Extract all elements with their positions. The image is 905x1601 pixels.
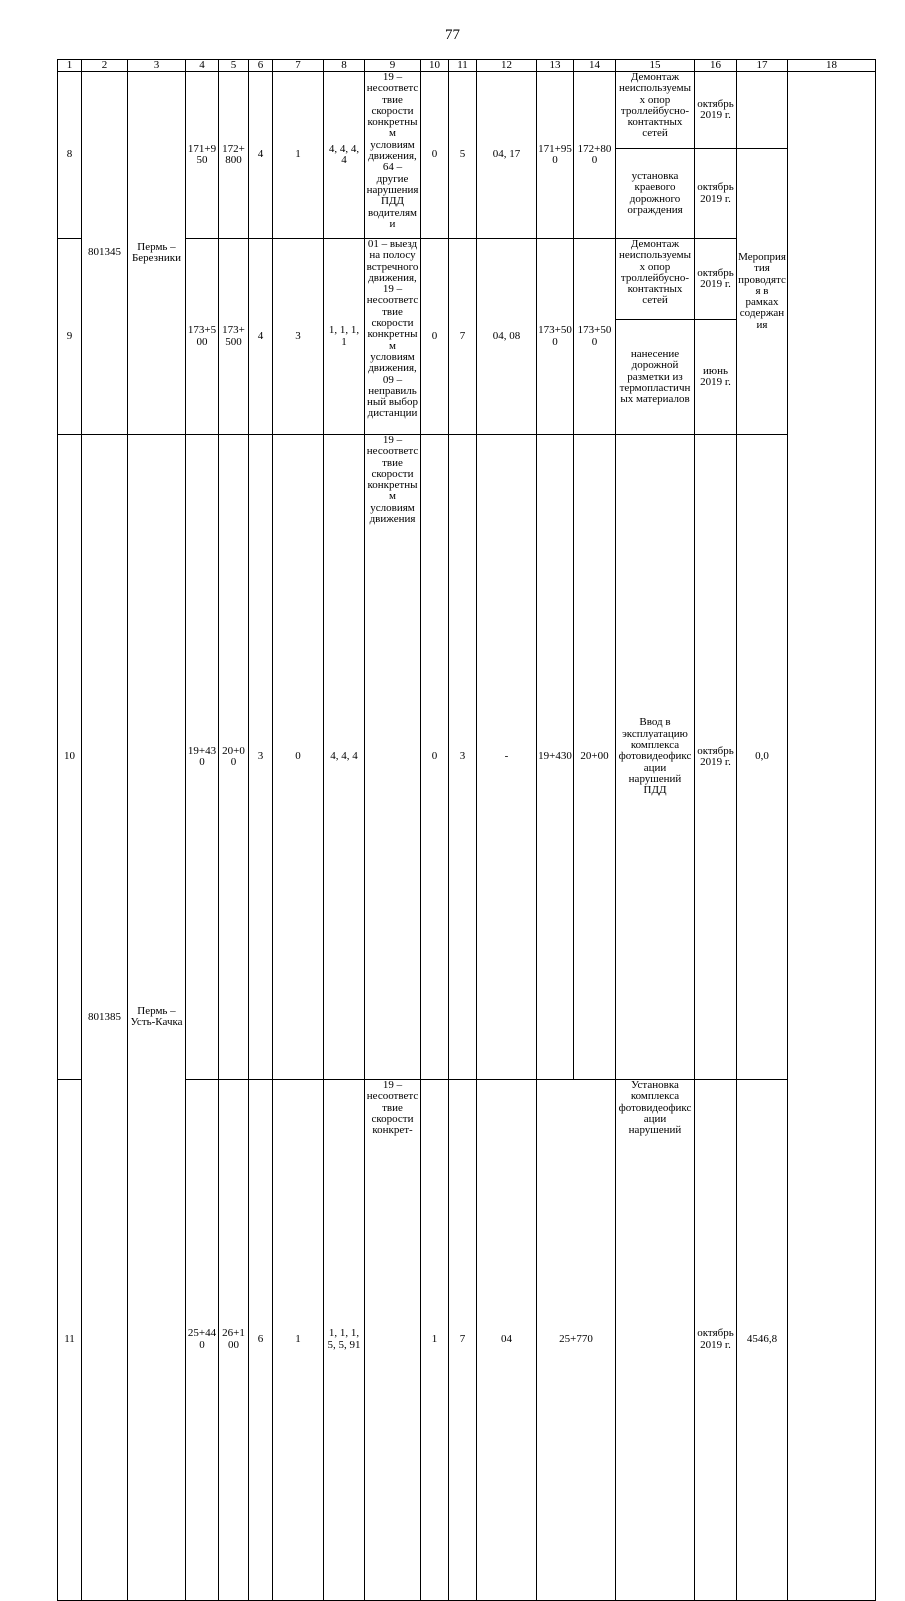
note [788, 72, 876, 1601]
km-end: 172+800 [219, 72, 249, 239]
measure-deadline: октябрь 2019 г. [695, 149, 737, 239]
row-number: 8 [58, 72, 82, 239]
measure-deadline: октябрь 2019 г. [695, 72, 737, 149]
violation-types: 19 – несоответствие скорости конкрет- [365, 1079, 421, 1600]
killed-count: 1 [273, 1079, 324, 1600]
row-number: 9 [58, 239, 82, 435]
col12-value: 04, 17 [477, 72, 537, 239]
table-row [58, 435, 876, 1080]
page-number: 77 [445, 27, 460, 43]
row-number: 11 [58, 1079, 82, 1600]
table-row [58, 72, 876, 149]
road-name: Пермь – Березники [128, 72, 186, 435]
accident-codes: 1, 1, 1, 5, 5, 91 [324, 1079, 365, 1600]
km-start: 171+950 [186, 72, 219, 239]
measure-km-start: 173+500 [537, 239, 574, 435]
measure-description: Демонтаж неиспользуемых опор троллейбусно-контактных сетей [616, 239, 695, 320]
col-header: 5 [219, 60, 249, 72]
col-header: 7 [273, 60, 324, 72]
col-header: 1 [58, 60, 82, 72]
violation-types: 19 – несоответствие скорости конкретным условиям движения, 64 – другие нарушения ПДД водителями [365, 72, 421, 239]
road-code: 801385 [82, 435, 128, 1601]
killed-count: 3 [273, 239, 324, 435]
col12-value: 04, 08 [477, 239, 537, 435]
col-header: 6 [249, 60, 273, 72]
road-code: 801345 [82, 72, 128, 435]
accidents-count: 3 [249, 435, 273, 1080]
km-start: 19+430 [186, 435, 219, 1080]
cost-note: Мероприятия проводятся в рамках содержания [737, 149, 788, 435]
accident-codes: 4, 4, 4, 4 [324, 72, 365, 239]
col11-value: 5 [449, 72, 477, 239]
cost-value: 4546,8 [737, 1079, 788, 1600]
measure-km-end: 173+500 [574, 239, 616, 435]
col10-value: 0 [421, 72, 449, 239]
row-number: 10 [58, 435, 82, 1080]
measure-deadline: октябрь 2019 г. [695, 1079, 737, 1600]
col-header: 14 [574, 60, 616, 72]
measures-table [57, 59, 876, 1601]
violation-types: 19 – несоответствие скорости конкретным условиям движения [365, 435, 421, 1080]
measure-description: Ввод в эксплуатацию комплекса фотовидеофиксации нарушений ПДД [616, 435, 695, 1080]
measure-deadline: октябрь 2019 г. [695, 435, 737, 1080]
col-header: 8 [324, 60, 365, 72]
violation-types: 01 – выезд на полосу встречного движения, 19 – несоответствие скорости конкретным условиям движения, 09 – неправильный выбор дистанции [365, 239, 421, 435]
col-header: 18 [788, 60, 876, 72]
col-header: 11 [449, 60, 477, 72]
measure-km-start: 171+950 [537, 72, 574, 239]
accidents-count: 4 [249, 72, 273, 239]
measure-description: Установка комплекса фотовидеофиксации нарушений [616, 1079, 695, 1600]
col10-value: 0 [421, 239, 449, 435]
col-header: 13 [537, 60, 574, 72]
measure-deadline: октябрь 2019 г. [695, 239, 737, 320]
header-row [58, 60, 876, 72]
killed-count: 0 [273, 435, 324, 1080]
col-header: 16 [695, 60, 737, 72]
measure-km-end: 20+00 [574, 435, 616, 1080]
measure-deadline: июнь 2019 г. [695, 320, 737, 435]
accident-codes: 4, 4, 4 [324, 435, 365, 1080]
col11-value: 3 [449, 435, 477, 1080]
cost-value [737, 72, 788, 149]
cost-value: 0,0 [737, 435, 788, 1080]
measure-description: установка краевого дорожного ограждения [616, 149, 695, 239]
km-start: 173+500 [186, 239, 219, 435]
km-end: 20+00 [219, 435, 249, 1080]
col-header: 9 [365, 60, 421, 72]
km-end: 173+500 [219, 239, 249, 435]
accidents-count: 6 [249, 1079, 273, 1600]
col-header: 4 [186, 60, 219, 72]
km-start: 25+440 [186, 1079, 219, 1600]
col-header: 2 [82, 60, 128, 72]
measure-km: 25+770 [537, 1079, 616, 1600]
col10-value: 0 [421, 435, 449, 1080]
col-header: 12 [477, 60, 537, 72]
accident-codes: 1, 1, 1, 1 [324, 239, 365, 435]
col-header: 15 [616, 60, 695, 72]
col12-value: - [477, 435, 537, 1080]
accidents-count: 4 [249, 239, 273, 435]
col11-value: 7 [449, 1079, 477, 1600]
measure-km-end: 172+800 [574, 72, 616, 239]
measure-description: Демонтаж неиспользуемых опор троллейбусно-контактных сетей [616, 72, 695, 149]
col11-value: 7 [449, 239, 477, 435]
col-header: 17 [737, 60, 788, 72]
col-header: 10 [421, 60, 449, 72]
col-header: 3 [128, 60, 186, 72]
road-name: Пермь – Усть-Качка [128, 435, 186, 1601]
km-end: 26+100 [219, 1079, 249, 1600]
col12-value: 04 [477, 1079, 537, 1600]
measure-km-start: 19+430 [537, 435, 574, 1080]
killed-count: 1 [273, 72, 324, 239]
measure-description: нанесение дорожной разметки из термопластичных материалов [616, 320, 695, 435]
col10-value: 1 [421, 1079, 449, 1600]
